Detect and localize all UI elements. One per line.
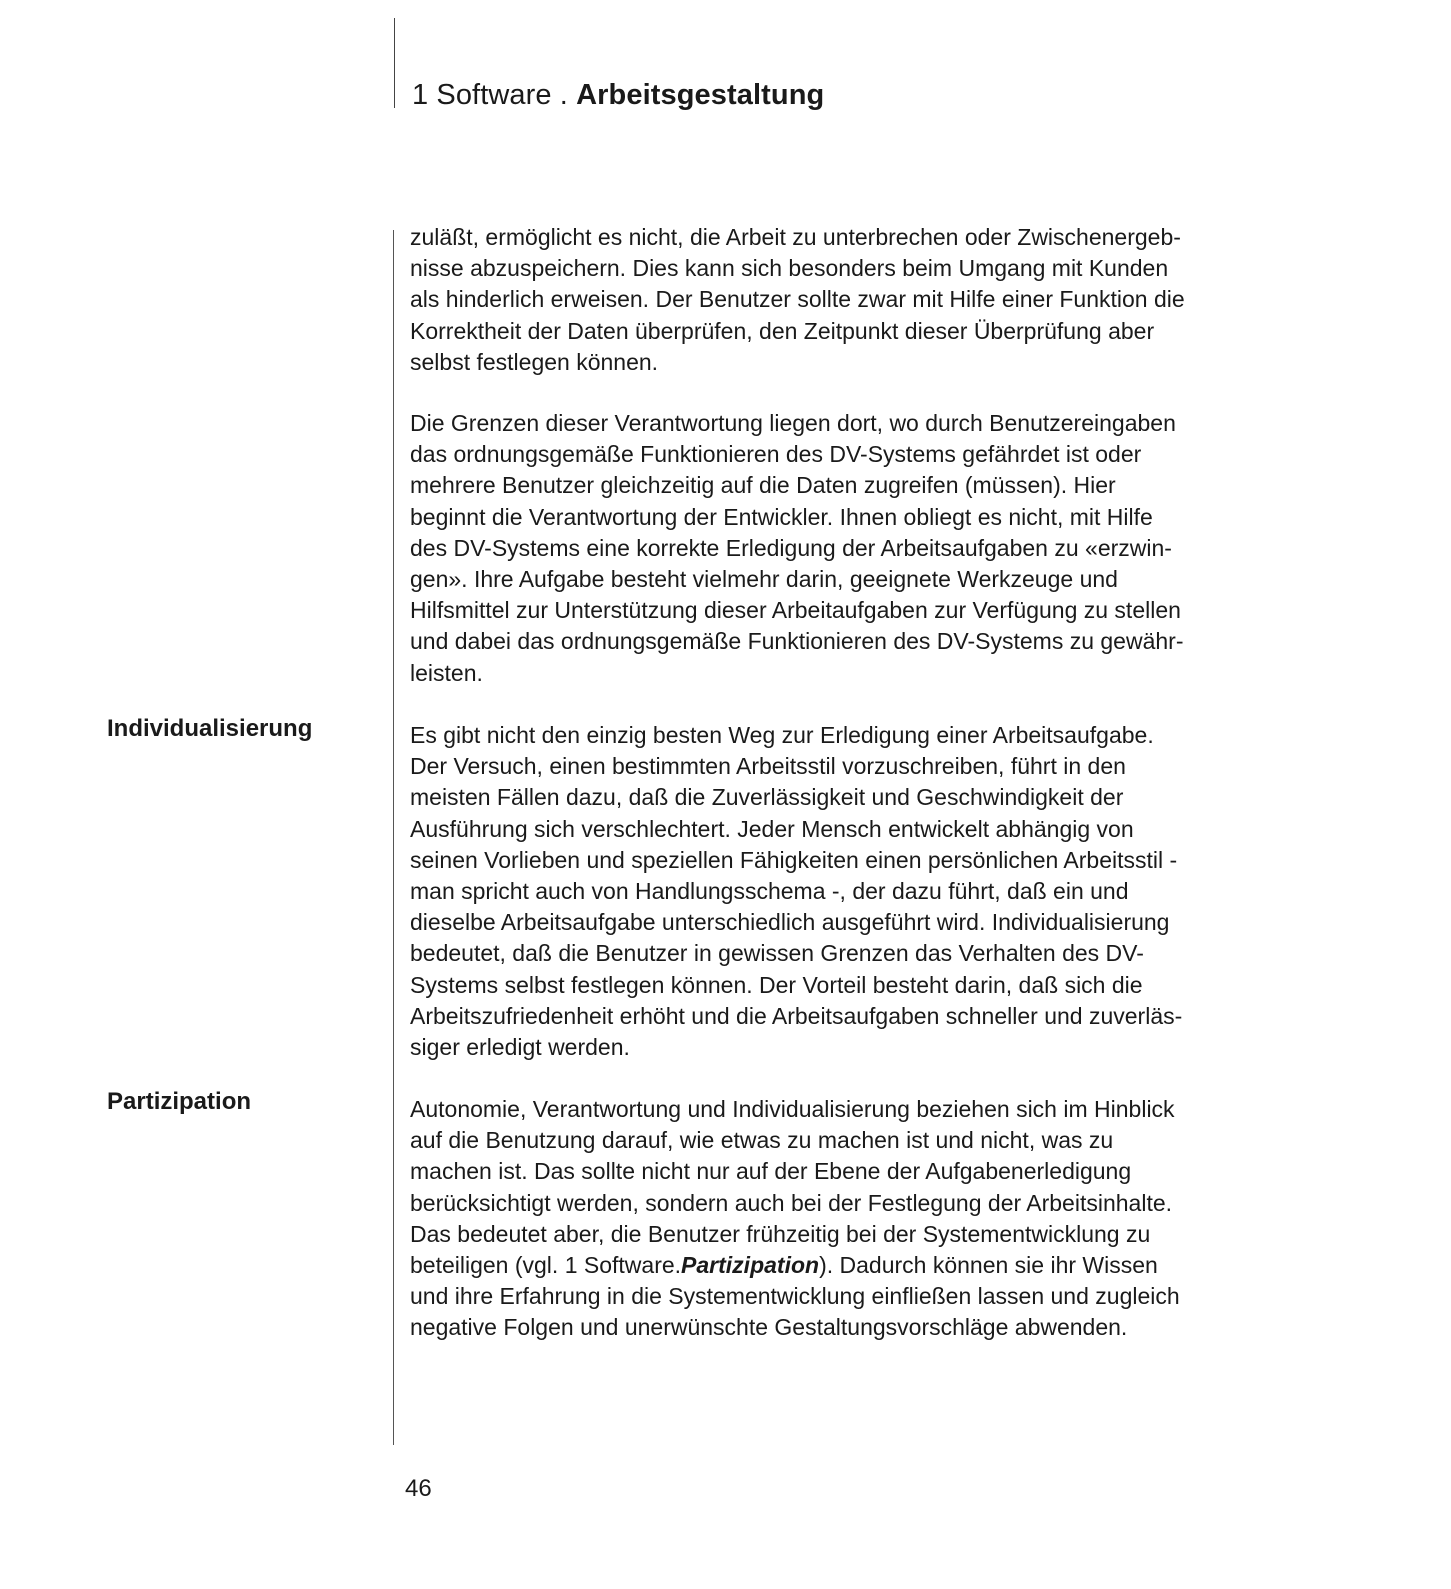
paragraph-verantwortung-grenzen <box>410 408 1290 689</box>
side-heading-individualisierung: Individualisierung <box>107 715 313 742</box>
page-number: 46 <box>405 1475 432 1502</box>
text-line: Ausführung sich verschlechtert. Jeder Mensch entwickelt abhängig von <box>410 815 1134 842</box>
text-line: bedeutet, daß die Benutzer in gewissen Grenzen das Verhalten des DV- <box>410 940 1144 967</box>
text-line: als hinderlich erweisen. Der Benutzer sollte zwar mit Hilfe einer Funktion die <box>410 286 1185 313</box>
text-line: Die Grenzen dieser Verantwortung liegen dort, wo durch Benutzereingaben <box>410 410 1176 436</box>
header-margin-rule <box>394 18 395 108</box>
text-line: mehrere Benutzer gleichzeitig auf die Daten zugreifen (müssen). Hier <box>410 472 1116 499</box>
text-line: auf die Benutzung darauf, wie etwas zu machen ist und nicht, was zu <box>410 1127 1114 1154</box>
text-line: man spricht auch von Handlungsschema -, der dazu führt, daß ein und <box>410 878 1129 905</box>
body-margin-rule <box>393 230 394 1445</box>
text-line: negative Folgen und unerwünschte Gestaltungsvorschläge abwenden. <box>410 1314 1128 1341</box>
header-title: Arbeitsgestaltung <box>576 79 825 111</box>
text-line: zuläßt, ermöglicht es nicht, die Arbeit zu unterbrechen oder Zwischenergeb- <box>410 224 1181 250</box>
text-line: das ordnungsgemäße Funktionieren des DV-Systems gefährdet ist oder <box>410 441 1142 468</box>
paragraph-continuation <box>410 222 1290 378</box>
text-fragment: beteiligen (vgl. 1 Software. <box>410 1252 682 1279</box>
text-line: Hilfsmittel zur Unterstützung dieser Arbeitaufgaben zur Verfügung zu stellen <box>410 597 1181 624</box>
text-line: nisse abzuspeichern. Dies kann sich besonders beim Umgang mit Kunden <box>410 255 1169 282</box>
text-line: und dabei das ordnungsgemäße Funktionieren des DV-Systems zu gewähr- <box>410 628 1184 655</box>
text-line: dieselbe Arbeitsaufgabe unterschiedlich ausgeführt wird. Individualisierung <box>410 909 1170 936</box>
cross-reference-emphasis: Partizipation <box>681 1252 820 1279</box>
text-line-cross-reference <box>410 1250 1290 1281</box>
text-line: Autonomie, Verantwortung und Individualisierung beziehen sich im Hinblick <box>410 1096 1175 1122</box>
text-line: Das bedeutet aber, die Benutzer frühzeitig bei der Systementwicklung zu <box>410 1220 1151 1247</box>
text-line: Der Versuch, einen bestimmten Arbeitsstil vorzuschreiben, führt in den <box>410 753 1126 780</box>
text-line: selbst festlegen können. <box>410 348 659 375</box>
text-line: leisten. <box>410 659 483 686</box>
paragraph-partizipation <box>410 1094 1290 1344</box>
text-line: und ihre Erfahrung in die Systementwicklung einfließen lassen und zugleich <box>410 1283 1180 1310</box>
text-line: Arbeitszufriedenheit erhöht und die Arbeitsaufgaben schneller und zuverläs- <box>410 1002 1183 1029</box>
text-line: Systems selbst festlegen können. Der Vorteil besteht darin, daß sich die <box>410 971 1143 998</box>
text-line: des DV-Systems eine korrekte Erledigung der Arbeitsaufgaben zu «erzwin- <box>410 534 1172 561</box>
side-heading-partizipation: Partizipation <box>107 1088 252 1115</box>
text-line: meisten Fällen dazu, daß die Zuverlässigkeit und Geschwindigkeit der <box>410 784 1124 811</box>
text-line: siger erledigt werden. <box>410 1034 630 1061</box>
text-line: machen ist. Das sollte nicht nur auf der Ebene der Aufgabenerledigung <box>410 1158 1132 1185</box>
text-line: seinen Vorlieben und speziellen Fähigkeiten einen persönlichen Arbeitsstil - <box>410 846 1178 873</box>
text-fragment: ). Dadurch können sie ihr Wissen <box>819 1252 1158 1279</box>
paragraph-individualisierung <box>410 720 1290 1063</box>
text-line: Korrektheit der Daten überprüfen, den Zeitpunkt dieser Überprüfung aber <box>410 317 1155 344</box>
header-chapter: 1 Software . <box>412 79 577 111</box>
text-line: gen». Ihre Aufgabe besteht vielmehr darin, geeignete Werkzeuge und <box>410 566 1118 593</box>
text-line: beginnt die Verantwortung der Entwickler. Ihnen obliegt es nicht, mit Hilfe <box>410 503 1153 530</box>
running-header <box>412 78 824 112</box>
text-line: Es gibt nicht den einzig besten Weg zur Erledigung einer Arbeitsaufgabe. <box>410 722 1154 748</box>
text-line: berücksichtigt werden, sondern auch bei der Festlegung der Arbeitsinhalte. <box>410 1189 1173 1216</box>
